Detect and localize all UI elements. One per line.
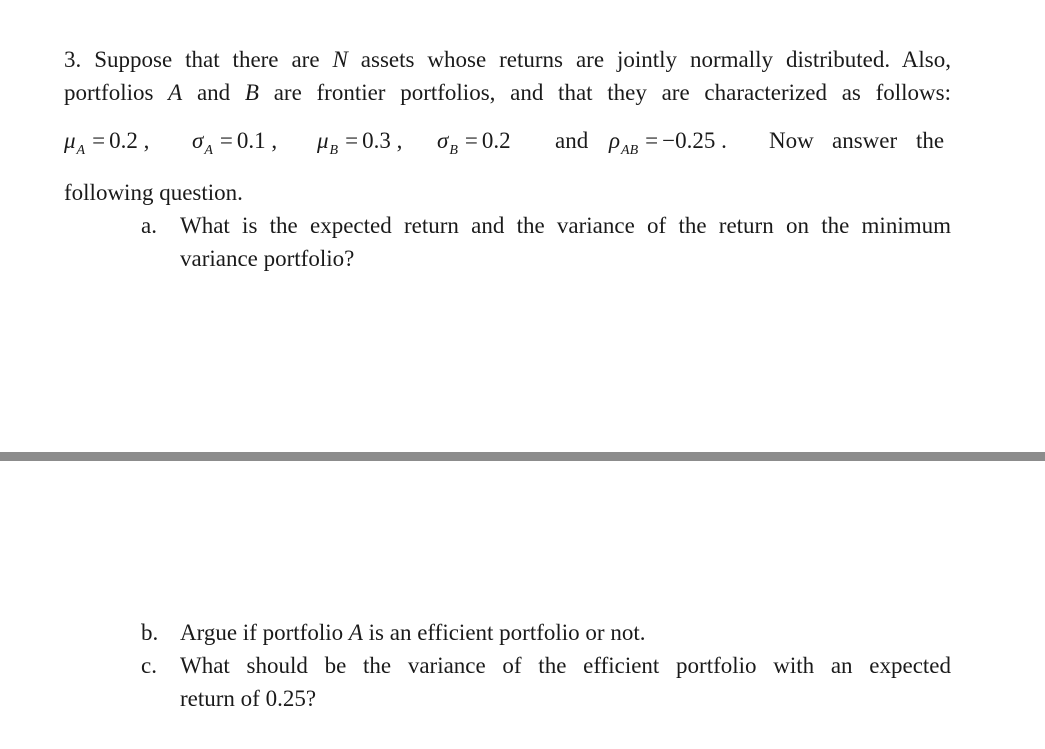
subscript-b: B [449,143,458,158]
mu-b-value: 0.3 , [362,128,403,153]
question-line-1-rest: assets whose returns are jointly normally distributed. Also, [347,47,951,72]
part-c [141,651,953,717]
rho-ab-value: −0.25 . [662,128,727,153]
part-c-label: c. [141,653,157,678]
sigma-symbol: σ [437,128,449,153]
equals-sign: = [345,128,359,153]
question-number-text: 3. Suppose that there are [64,47,333,72]
mu-symbol: μ [317,128,329,153]
now-word: Now [769,128,814,153]
variable-a: A [168,80,183,105]
question-line-2-end: are frontier portfolios, and that they are characterized as follows: [258,80,951,105]
part-c-line-1: What should be the variance of the efficient portfolio with an expected [180,653,951,678]
part-b-text-end: is an efficient portfolio or not. [362,620,646,645]
parameter-equations [64,126,951,160]
question-line-2-and: and [182,80,245,105]
and-word: and [555,128,589,153]
part-b-text-start: Argue if portfolio [180,620,349,645]
question-line-4: following question. [64,180,243,205]
rho-ab-equation [609,126,727,160]
sigma-a-equation [192,126,277,160]
part-a-label: a. [141,213,157,238]
equals-sign: = [464,128,478,153]
answer-word: answer [832,128,898,153]
part-c-line-2: return of 0.25? [180,686,317,711]
part-a-line-1: What is the expected return and the variance of the return on the minimum [180,213,951,238]
part-a [141,211,953,277]
subscript-b: B [329,143,339,158]
part-a-line-2: variance portfolio? [180,246,355,271]
sigma-b-equation [437,126,511,160]
sigma-a-value: 0.1 , [236,128,278,153]
equals-sign: = [219,128,233,153]
mu-a-equation [64,126,149,160]
mu-b-equation [317,126,402,160]
variable-a: A [348,620,363,645]
mu-a-value: 0.2 , [109,128,150,153]
the-word: the [916,128,945,153]
part-b-text [180,618,951,648]
subscript-ab: AB [621,143,639,158]
mu-symbol: μ [64,128,76,153]
question-line-2 [64,78,951,108]
sigma-b-value: 0.2 [481,128,511,153]
sigma-symbol: σ [192,128,204,153]
question-line-2-start: portfolios [64,80,169,105]
variable-b: B [244,80,259,105]
equals-sign: = [645,128,659,153]
equals-sign: = [92,128,106,153]
part-b-label: b. [141,620,159,645]
rho-symbol: ρ [609,128,621,153]
question-line-1 [64,45,951,75]
subscript-a: A [204,143,213,158]
part-b [141,618,953,650]
variable-n: N [332,47,348,72]
section-divider [0,452,1045,461]
subscript-a: A [76,143,86,158]
